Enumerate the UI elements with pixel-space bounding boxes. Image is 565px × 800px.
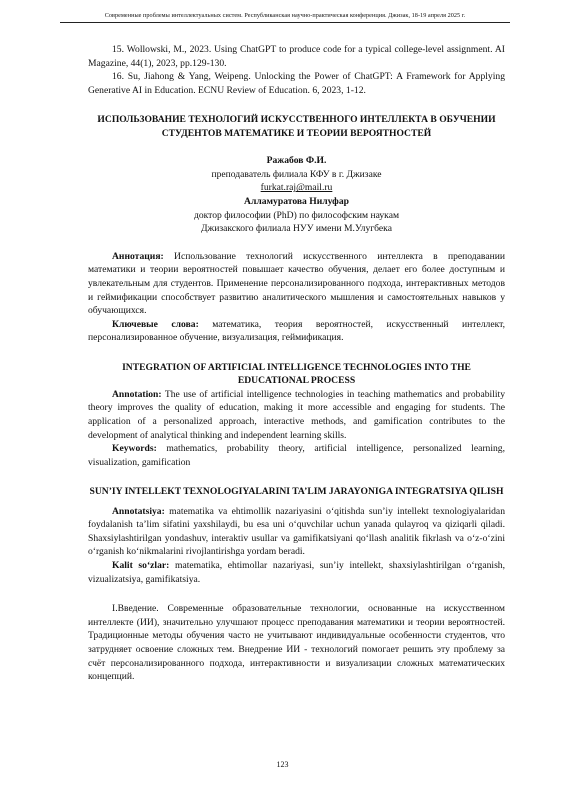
keywords-label: Kalit so‘zlar: bbox=[112, 560, 170, 572]
author-position: преподаватель филиала КФУ в г. Джизаке bbox=[211, 168, 382, 180]
email-link[interactable]: furkat.raj@mail.ru bbox=[260, 182, 333, 194]
page-content bbox=[88, 43, 505, 684]
keywords-en bbox=[88, 442, 505, 469]
article-title-en: INTEGRATION OF ARTIFICIAL INTELLIGENCE TECHNOLOGIES INTO THE EDUCATIONAL PROCESS bbox=[122, 361, 471, 387]
introduction-paragraph: I.Введение. Современные образовательные технологии, основанные на искусственном интеллекте (ИИ), значительно улучшают процесс преподавания математики и теории вероятностей. Традиционные методы обучения часто не учитывают индивидуальные особенности студентов, что затрудняет освоение сложных тем. Внедрение ИИ - технологий помогает решить эту проблему за счёт персонализированного подхода, интерактивности и визуализации сложных математических концепций. bbox=[88, 603, 505, 683]
keywords-label: Ключевые слова: bbox=[112, 318, 199, 330]
abstract-ru bbox=[88, 250, 505, 318]
page-number: 123 bbox=[276, 760, 289, 769]
abstract-uz bbox=[88, 505, 505, 559]
keywords-text: математика, теория вероятностей, искусственный интеллект, персонализированное обучение, визуализация, геймификация. bbox=[88, 318, 505, 344]
keywords-label: Keywords: bbox=[112, 443, 157, 455]
abstract-label: Annotatsiya: bbox=[112, 505, 165, 517]
reference-item: 15. Wollowski, M., 2023. Using ChatGPT to produce code for a typical college-level assignment. AI Magazine, 44(1), 2023, pp.129-130. bbox=[88, 44, 505, 69]
abstract-label: Annotation: bbox=[112, 388, 162, 400]
author-affiliation: Джизакского филиала НУУ имени М.Улугбека bbox=[201, 223, 392, 235]
running-header: Современные проблемы интеллектуальных систем. Республиканская научно-практическая конференция. Джизак, 18-19 апреля 2025 г. bbox=[60, 12, 510, 23]
author-position: доктор философии (PhD) по философским наукам bbox=[193, 209, 400, 221]
keywords-ru bbox=[88, 318, 505, 345]
author-name: Алламуратова Нилуфар bbox=[244, 195, 349, 207]
reference-item: 16. Su, Jiahong & Yang, Weipeng. Unlocking the Power of ChatGPT: A Framework for Applying Generative AI in Education. ECNU Review of Education. 6, 2023, 1-12. bbox=[88, 71, 505, 96]
author-name: Ражабов Ф.И. bbox=[266, 155, 327, 167]
author-email bbox=[88, 181, 505, 195]
keywords-text: matematika, ehtimollar nazariyasi, sun’iy intellekt, shaxsiylashtirilgan o‘rganish, vizualizatsiya, gamifikatsiya. bbox=[88, 560, 505, 585]
abstract-en bbox=[88, 388, 505, 442]
abstract-text: Использование технологий искусственного интеллекта в преподавании математики и теории вероятностей повышает качество обучения, делает его более доступным и увлекательным для студентов. Применение персонализированного подхода, интерактивных методов и геймификации способствует развитию аналитического мышления и самостоятельных навыков у обучающихся. bbox=[88, 250, 505, 317]
abstract-text: The use of artificial intelligence technologies in teaching mathematics and probability theory improves the quality of education, making it more accessible and engaging for students. The application of a personalized approach, interactive methods, and gamification contributes to the development of analytical thinking and independent learning skills. bbox=[88, 388, 505, 441]
keywords-text: mathematics, probability theory, artificial intelligence, personalized learning, visualization, gamification bbox=[88, 443, 505, 468]
article-title-ru: ИСПОЛЬЗОВАНИЕ ТЕХНОЛОГИЙ ИСКУССТВЕННОГО ИНТЕЛЛЕКТА В ОБУЧЕНИИ СТУДЕНТОВ МАТЕМАТИКЕ И ТЕОРИИ ВЕРОЯТНОСТЕЙ bbox=[97, 114, 496, 139]
abstract-label: Аннотация: bbox=[112, 250, 164, 262]
abstract-text: matematika va ehtimollik nazariyasini o‘qitishda sun’iy intellekt texnologiyalaridan foydalanish ta’lim sifatini yaxshilaydi, bu esa uni o‘quvchilar uchun yanada qulayroq va qiziqarli qiladi. Shaxsiylashtirilgan yondashuv, interaktiv usullar va gamifikatsiyani qo‘llash analitik fikrlash va o‘z-o‘zini o‘rganish ko‘nikmalarini rivojlantirishga yordam beradi. bbox=[88, 505, 505, 558]
keywords-uz bbox=[88, 559, 505, 586]
article-title-uz: SUN’IY INTELLEKT TEXNOLOGIYALARINI TA’LIM JARAYONIGA INTEGRATSIYA QILISH bbox=[89, 486, 504, 498]
